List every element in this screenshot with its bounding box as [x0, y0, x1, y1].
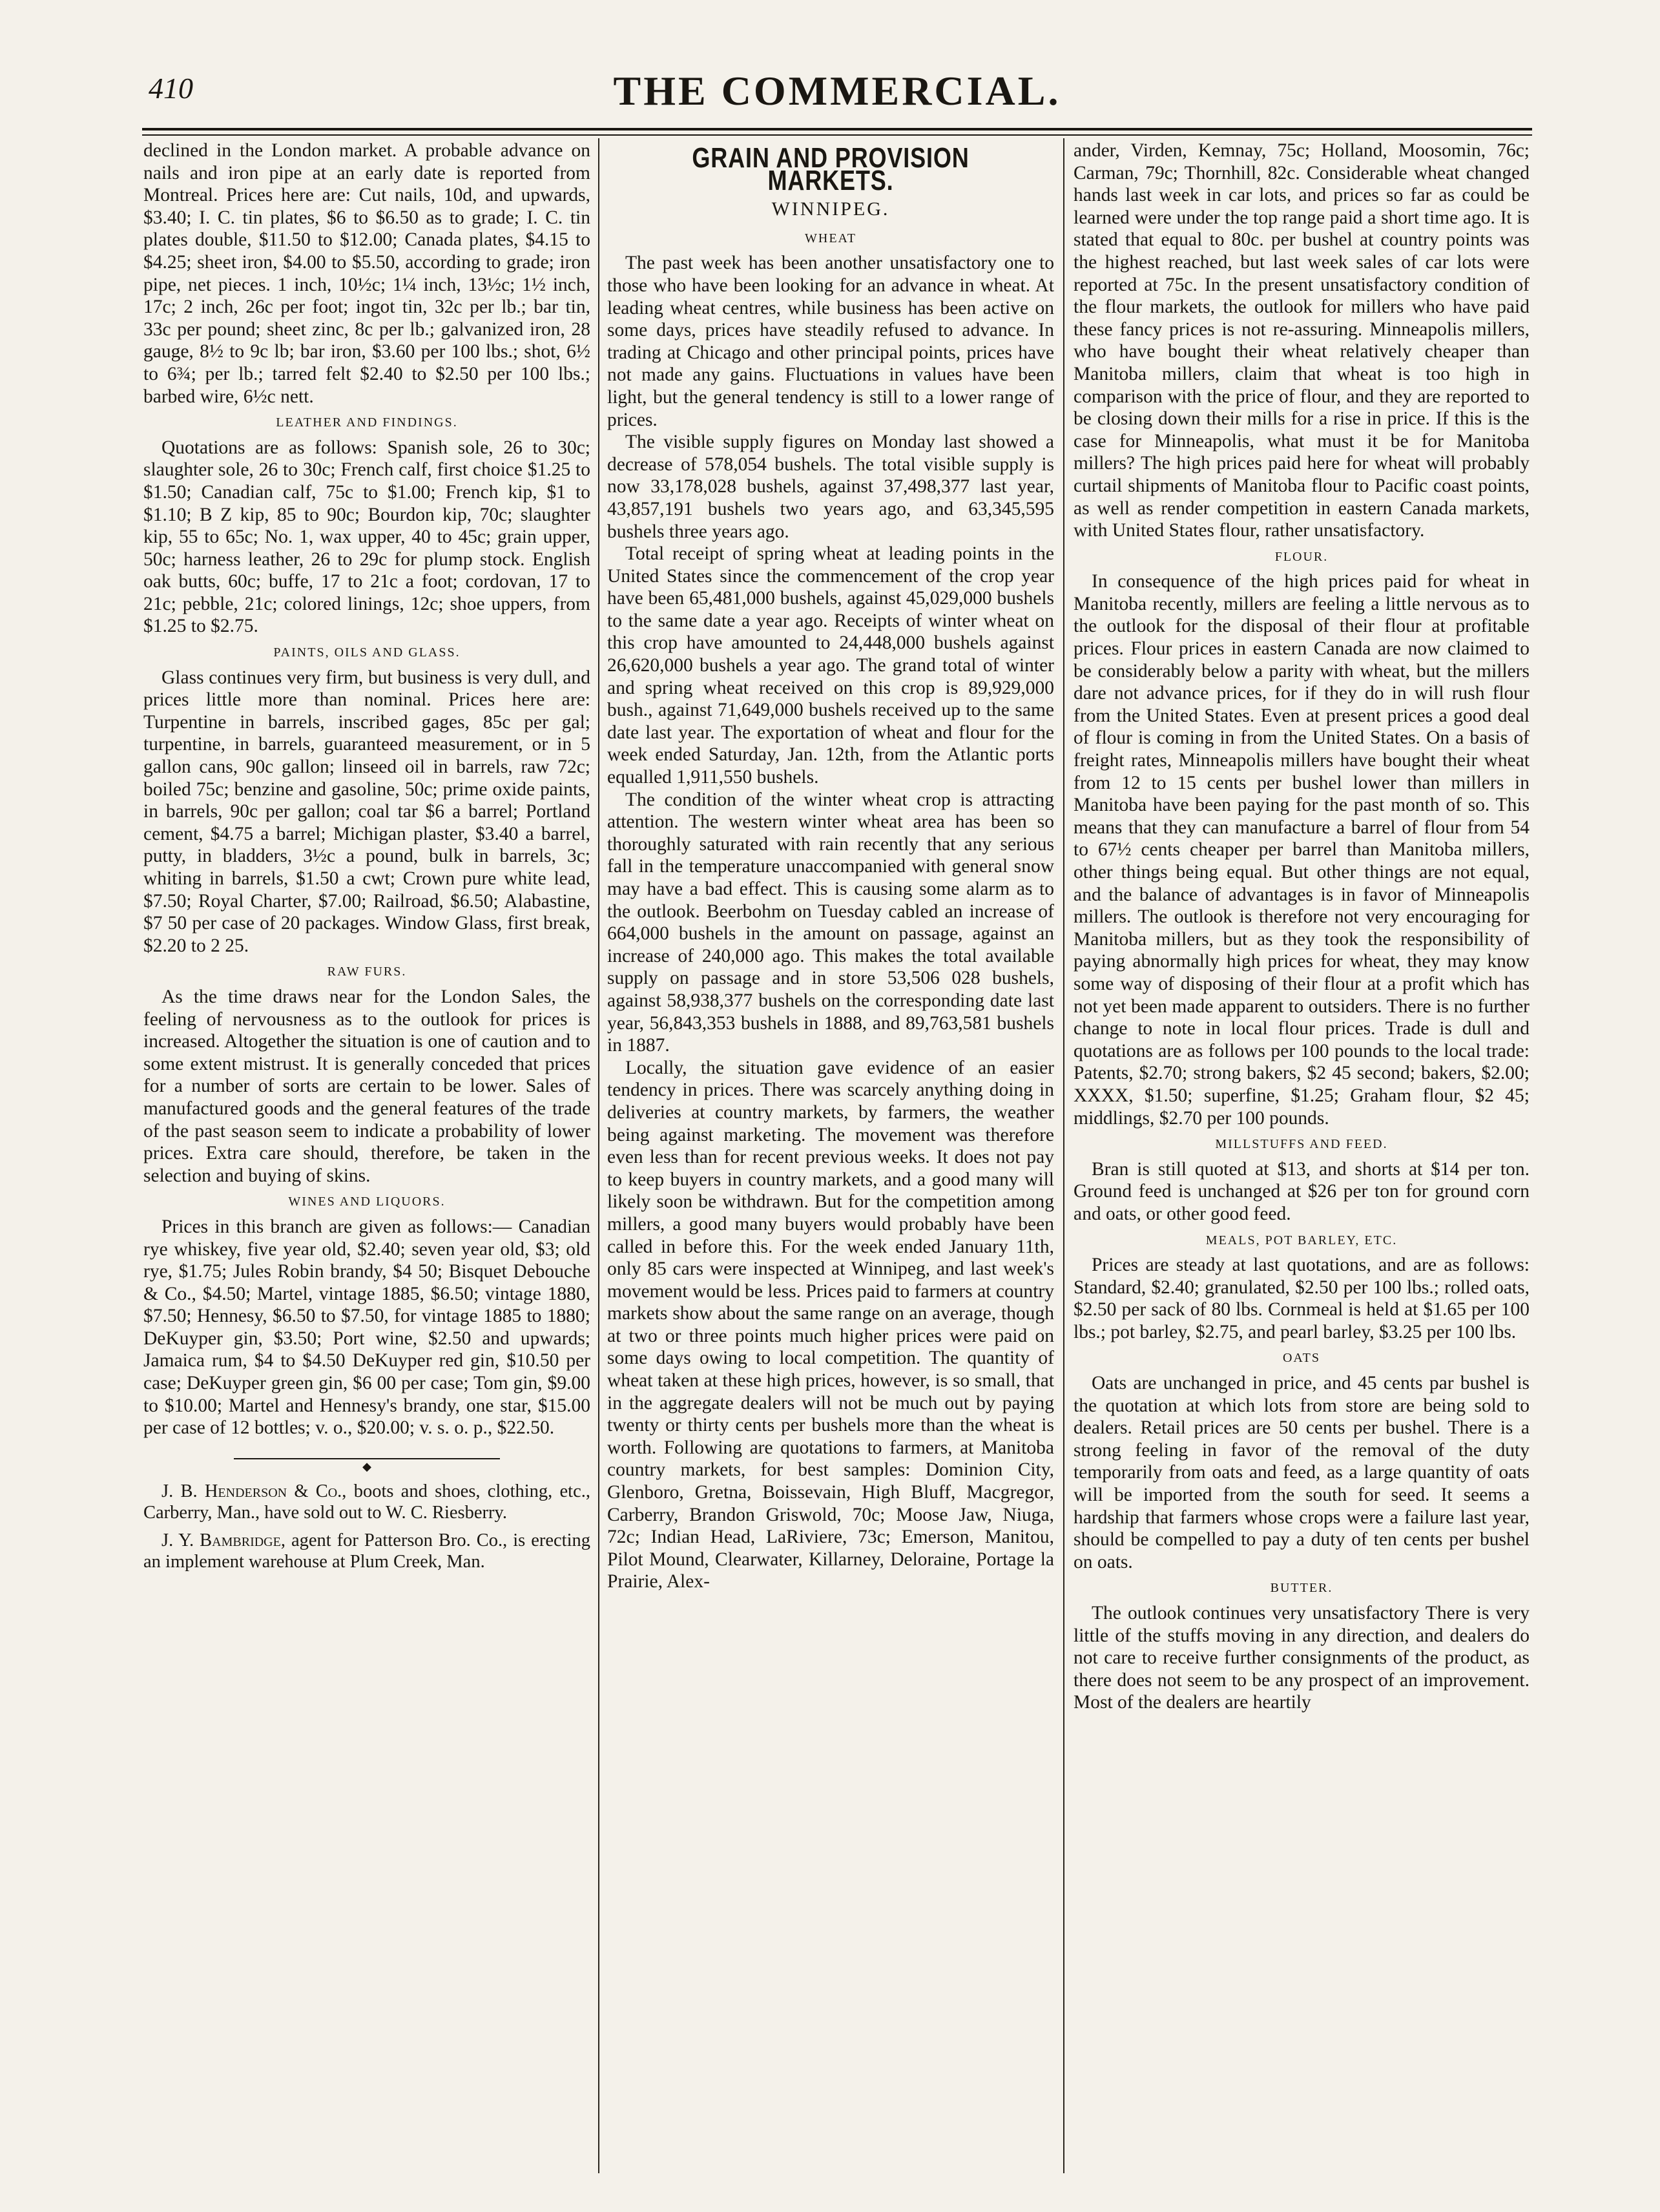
column-3: [1074, 140, 1530, 2175]
section-heading-oats: OATS: [1282, 1351, 1320, 1366]
notice-henderson: [143, 1481, 590, 1523]
section-heading-furs: RAW FURS.: [327, 965, 407, 979]
notice-text: agent for Patterson Bro. Co., is erecting an implement warehouse at Plum Creek, Man.: [143, 1530, 590, 1572]
section-heading-meals: MEALS, POT BARLEY, ETC.: [1205, 1233, 1398, 1247]
section-heading-butter: BUTTER.: [1270, 1581, 1333, 1596]
header-rule: [142, 128, 1532, 136]
section-heading-wines: WINES AND LIQUORS.: [288, 1195, 446, 1209]
column-2: [607, 140, 1054, 2175]
leather-paragraph: Quotations are as follows: Spanish sole, 26 to 30c; slaughter sole, 26 to 30c; French calf, first choice $1.25 to $1.50; Canadian calf, 75c to $1.00; French kip, $1 to $1.10; B Z kip, 85 to 90c; Bourdon kip, 70c; slaughter kip, 55 to 65c; No. 1, wax upper, 40 to 45c; grain upper, 50c; harness leather, 26 to 29c for plump stock. English oak butts, 60c; buffe, 17 to 21c a foot; cordovan, 17 to 21c; pebble, 21c; colored linings, 12c; shoe uppers, from $1.25 to $2.75.: [143, 437, 590, 637]
column-divider: [598, 138, 599, 2173]
paints-paragraph: Glass continues very firm, but business is very dull, and prices little more than nominal. Prices here are: Turpentine in barrels, inscribed gages, 85c per gal; turpentine, in barrels, guaranteed measurement, or in 5 gallon cans, 90c gallon; linseed oil in barrels, raw 72c; boiled 75c; benzine and gasoline, 50c; prime oxide paints, in barrels, 90c per gallon; coal tar $6 a barrel; Portland cement, $4.75 a barrel; Michigan plaster, $3.40 a barrel, putty, in bladders, 3½c a pound, bulk in barrels, 3c; whiting in barrels, $1.50 a cwt; Crown pure white lead, $7.50; Royal Charter, $7.00; Railroad, $6.50; Alabastine, $7 50 per case of 20 packages. Window Glass, first break, $2.20 to 2 25.: [143, 667, 590, 956]
notice-text: boots and shoes, clothing, etc., Carberry, Man., have sold out to W. C. Riesberry.: [143, 1481, 590, 1523]
oats-paragraph: Oats are unchanged in price, and 45 cents par bushel is the quotation at which lots from store are being sold to dealers. Retail prices are 50 cents per bushel. There is a strong feeling in favor of the removal of the duty temporarily from oats and feed, as a large quantity of oats will be imported from the south for seed. It seems a hardship that farmers whose crops were a failure last year, should be compelled to pay a duty of ten cents per bushel on oats.: [1074, 1373, 1530, 1572]
article-city: WINNIPEG.: [771, 198, 890, 220]
article-headline: GRAIN AND PROVISION MARKETS.: [692, 142, 970, 196]
wheat-paragraph-5: Locally, the situation gave evidence of an easier tendency in prices. There was scarcely anything doing in deliveries at country markets, by farmers, the weather being against marketing. The movement was therefore even less than for recent previous weeks. It does not pay to keep buyers in country markets, and a good many will likely soon be withdrawn. But for the competition among millers, a good many buyers would probably have been called in before this. For the week ended January 11th, only 85 cars were inspected at Winnipeg, and last week's movement would be less. Prices paid to farmers at country markets show about the same range on an average, though at two or three points much higher prices were paid on some days owing to local competition. The quantity of wheat taken at these high prices, however, is so small, that in the aggregate dealers will not be much out by paying twenty or thirty cents per bushels more than the wheat is worth. Following are quotations to farmers, at Manitoba country markets, for best samples: Dominion City, Glenboro, Gretna, Boissevain, High Bluff, Macgregor, Carberry, Brandon Griswold, 70c; Moose Jaw, Niuga, 72c; Indian Head, LaRiviere, 73c; Emerson, Manitou, Pilot Mound, Clearwater, Killarney, Deloraine, Portage la Prairie, Alex-: [607, 1057, 1054, 1592]
divider-ornament: ◆: [358, 1460, 375, 1473]
wheat-paragraph-3: Total receipt of spring wheat at leading points in the United States since the commencement of the crop year have been 65,481,000 bushels, against 45,029,000 bushels to the same date a year ago. Receipts of winter wheat on this crop have amounted to 24,448,000 bushels against 26,620,000 bushels a year ago. The grand total of winter and spring wheat received on this crop is 89,929,000 bush., against 71,649,000 bushels received up to the same date last year. The exportation of wheat and flour for the week ended Saturday, Jan. 12th, from the Atlantic ports equalled 1,911,550 bushels.: [607, 543, 1054, 788]
section-heading-flour: FLOUR.: [1274, 549, 1329, 564]
section-heading-leather: LEATHER AND FINDINGS.: [276, 415, 458, 430]
millstuffs-paragraph: Bran is still quoted at $13, and shorts at $14 per ton. Ground feed is unchanged at $26 per ton for ground corn and oats, or other good feed.: [1074, 1158, 1530, 1224]
wines-paragraph: Prices in this branch are given as follows:— Canadian rye whiskey, five year old, $2.40; seven year old, $3; old rye, $1.75; Jules Robin brandy, $4 50; Bisquet Debouche & Co., $4.50; Martel, vintage 1885, $6.50; vintage 1880, $7.50; Hennesy, $6.50 to $7.50, for vintage 1885 to 1880; DeKuyper gin, $3.50; Port wine, $2.50 and upwards; Jamaica rum, $4 to $4.50 DeKuyper red gin, $10.50 per case; DeKuyper green gin, $6 00 per case; Tom gin, $9.00 to $10.00; Martel and Hennesy's brandy, one star, $15.00 per case of 12 bottles; v. o., $20.00; v. s. o. p., $22.50.: [143, 1216, 590, 1439]
notice-name: J. B. Henderson & Co.,: [161, 1481, 347, 1501]
section-heading-wheat: WHEAT: [805, 231, 856, 245]
ornamental-divider: [143, 1454, 590, 1473]
wheat-paragraph-2: The visible supply figures on Monday last showed a decrease of 578,054 bushels. The total visible supply is now 33,178,028 bushels, against 37,498,377 last year, 43,857,191 bushels two years ago, and 63,345,595 bushels three years ago.: [607, 432, 1054, 542]
wheat-paragraph-1: The past week has been another unsatisfactory one to those who have been looking for an advance in wheat. At leading wheat centres, while business has been active on some days, prices have steadily refused to advance. In trading at Chicago and other principal points, prices have not made any gains. Fluctuations in values have been light, but the general tendency is still to a lower range of prices.: [607, 253, 1054, 430]
masthead: [142, 67, 1532, 125]
column-divider: [1063, 138, 1064, 2173]
wheat-paragraph-4: The condition of the winter wheat crop is attracting attention. The western winter wheat area has been so thoroughly saturated with rain recently that any serious fall in the temperature unaccompanied with general snow may have a bad effect. This is causing some alarm as to the outlook. Beerbohm on Tuesday cabled an increase of 664,000 bushels in the amount on passage, against an increase of 240,000 ago. This makes the total available supply on passage and in store 53,506 028 bushels, against 58,938,377 bushels on the corresponding date last year, 56,843,353 bushels in 1888, and 89,763,581 bushels in 1887.: [607, 789, 1054, 1056]
page-number: 410: [149, 72, 193, 105]
column-1: [143, 140, 590, 2175]
butter-paragraph: The outlook continues very unsatisfactory There is very little of the stuffs moving in any direction, and dealers do not care to receive further consignments of the product, as there does not seem to be any prospect of an improvement. Most of the dealers are heartily: [1074, 1603, 1530, 1713]
flour-paragraph: In consequence of the high prices paid for wheat in Manitoba recently, millers are feeling a little nervous as to the outlook for the disposal of their flour at profitable prices. Flour prices in eastern Canada are now claimed to be considerably below a parity with wheat, but the millers dare not advance prices, for if they do in will rush flour from the United States. Even at present prices a good deal of flour is coming in from the United States. On a basis of freight rates, Minneapolis millers have bought their wheat from 12 to 15 cents per bushel lower than millers in Manitoba have been paying for the past month of so. This means that they can manufacture a barrel of flour from 54 to 67½ cents cheaper per barrel than Manitoba millers, other things being equal. But other things are not equal, and the balance of advantages is in favor of Minneapolis millers. The outlook is therefore not very encouraging for Manitoba millers, but as they took the responsibility of paying abnormally high prices for wheat, they may know some way of disposing of their flour at a profit which has not yet been made apparent to outsiders. There is no further change to note in local flour prices. Trade is dull and quotations are as follows per 100 pounds to the local trade: Patents, $2.70; strong bakers, $2 45 second; bakers, $2.00; XXXX, $1.50; superfine, $1.25; Graham flour, $2 45; middlings, $2.70 per 100 pounds.: [1074, 571, 1530, 1129]
section-heading-paints: PAINTS, OILS AND GLASS.: [273, 645, 461, 660]
notice-name: J. Y. Bambridge,: [161, 1530, 285, 1550]
hardware-paragraph: declined in the London market. A probable advance on nails and iron pipe at an early date is reported from Montreal. Prices here are: Cut nails, 10d, and upwards, $3.40; I. C. tin plates, $6 to $6.50 as to grade; I. C. tin plates double, $11.50 to $12.00; Canada plates, $4.15 to $4.25; sheet iron, $4.00 to $5.50, according to grade; iron pipe, net pieces. 1 inch, 10½c; 1¼ inch, 13½c; 1½ inch, 17c; 2 inch, 26c per foot; ingot tin, 32c per lb.; bar tin, 33c per pound; sheet zinc, 8c per lb.; galvanized iron, 28 gauge, 8½ to 9c lb; bar iron, $3.60 per 100 lbs.; shot, 6½ to 6¾; per lb.; tarred felt $2.40 to $2.50 per 100 lbs.; barbed wire, 6½c nett.: [143, 140, 590, 407]
section-heading-millstuffs: MILLSTUFFS AND FEED.: [1215, 1137, 1388, 1152]
furs-paragraph: As the time draws near for the London Sales, the feeling of nervousness as to the outlook for prices is increased. Altogether the situation is one of caution and to some extent mistrust. It is generally conceded that prices for a number of sorts are certain to be lower. Sales of manufactured goods and the general features of the trade of the past season seem to indicate a probability of lower prices. Extra care should, therefore, be taken in the selection and buying of skins.: [143, 986, 590, 1186]
notice-bambridge: [143, 1530, 590, 1572]
wheat-continued-paragraph: ander, Virden, Kemnay, 75c; Holland, Moosomin, 76c; Carman, 79c; Thornhill, 82c. Considerable wheat changed hands last week in car lots, and prices so far as could be learned were under the top range paid a short time ago. It is stated that equal to 80c. per bushel at country points was the highest reached, but last week sales of car lots were reported at 75c. In the present unsatisfactory condition of the flour markets, the outlook for millers who have paid these fancy prices is not re-assuring. Minneapolis millers, who have bought their wheat relatively cheaper than Manitoba millers, claim that wheat is too high in comparison with the price of flour, and they are reported to be closing down their mills for a rise in price. If this is the case for Minneapolis, what must it be for Manitoba millers? The high prices paid here for wheat will probably curtail shipments of Manitoba flour to Pacific coast points, as well as render competition in eastern Canada markets, with United States flour, rather unsatisfactory.: [1074, 140, 1530, 541]
meals-paragraph: Prices are steady at last quotations, and are as follows: Standard, $2.40; granulated, $2.50 per 100 lbs.; rolled oats, $2.50 per sack of 80 lbs. Cornmeal is held at $1.65 per 100 lbs.; pot barley, $2.75, and pearl barley, $3.25 per 100 lbs.: [1074, 1255, 1530, 1342]
newspaper-title: THE COMMERCIAL.: [613, 68, 1061, 114]
